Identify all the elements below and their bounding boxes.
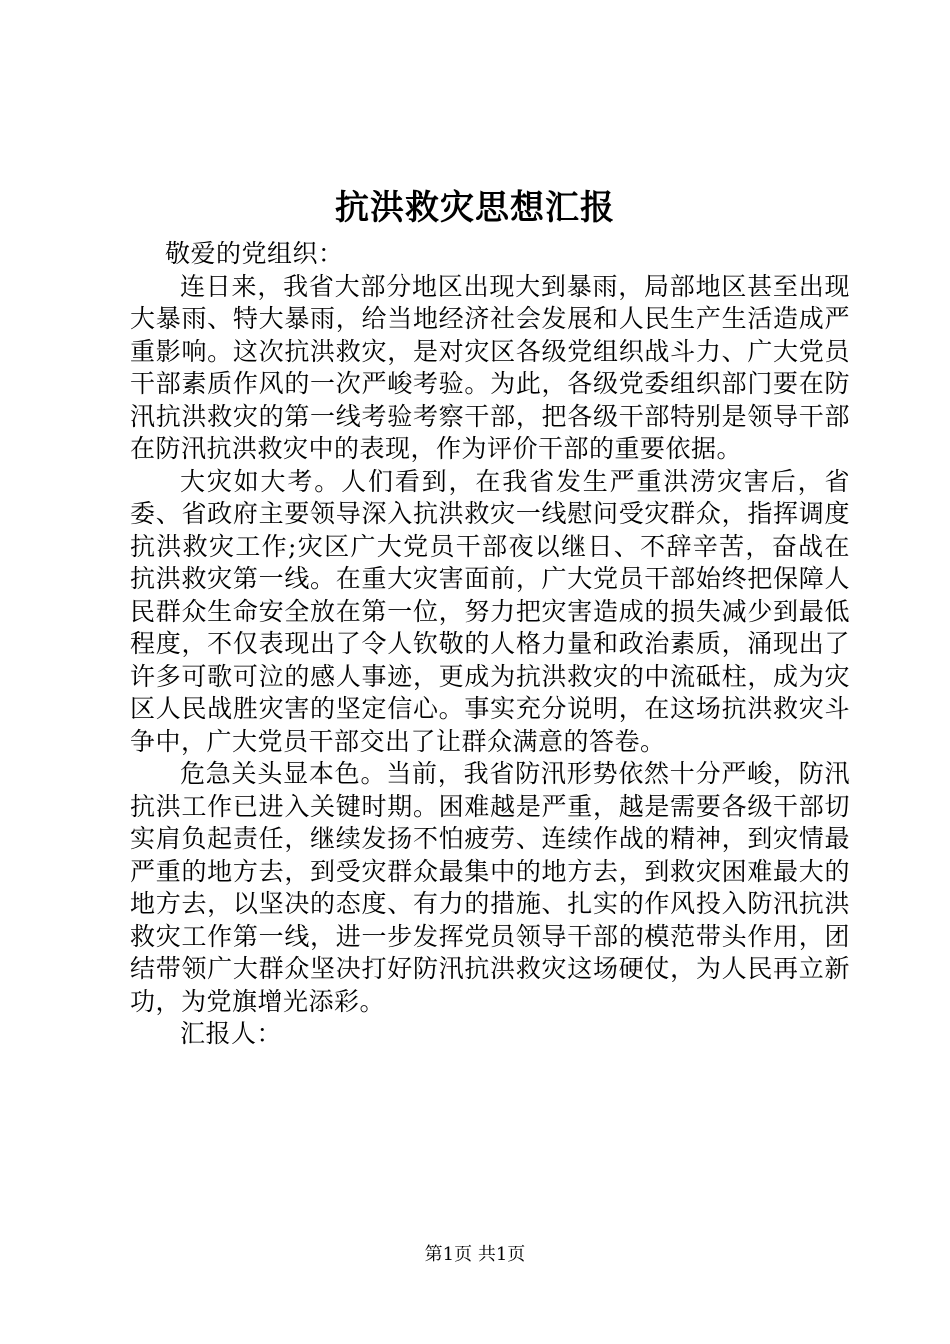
paragraph-3: 危急关头显本色。当前，我省防汛形势依然十分严峻，防汛抗洪工作已进入关键时期。困难越是严重，越是需要各级干部切实肩负起责任，继续发扬不怕疲劳、连续作战的精神，到灾情最严重的地方去，到受灾群众最集中的地方去，到救灾困难最大的地方去，以坚决的态度、有力的措施、扎实的作风投入防汛抗洪救灾工作第一线，进一步发挥党员领导干部的模范带头作用，团结带领广大群众坚决打好防汛抗洪救灾这场硬仗，为人民再立新功，为党旗增光添彩。 [130,759,850,1016]
page-footer: 第1页 共1页 [424,1244,526,1265]
salutation: 敬爱的党组织： [165,239,344,268]
paragraph-1: 连日来，我省大部分地区出现大到暴雨，局部地区甚至出现大暴雨、特大暴雨，给当地经济社会发展和人民生产生活造成严重影响。这次抗洪救灾，是对灾区各级党组织战斗力、广大党员干部素质作风的一次严峻考验。为此，各级党委组织部门要在防汛抗洪救灾的第一线考验考察干部，把各级干部特别是领导干部在防汛抗洪救灾中的表现，作为评价干部的重要依据。 [130,271,850,463]
document-title: 抗洪救灾思想汇报 [335,188,615,228]
paragraph-2: 大灾如大考。人们看到，在我省发生严重洪涝灾害后，省委、省政府主要领导深入抗洪救灾一线慰问受灾群众，指挥调度抗洪救灾工作;灾区广大党员干部夜以继日、不辞辛苦，奋战在抗洪救灾第一线。在重大灾害面前，广大党员干部始终把保障人民群众生命安全放在第一位，努力把灾害造成的损失减少到最低程度，不仅表现出了令人钦敬的人格力量和政治素质，涌现出了许多可歌可泣的感人事迹，更成为抗洪救灾的中流砥柱，成为灾区人民战胜灾害的坚定信心。事实充分说明，在这场抗洪救灾斗争中，广大党员干部交出了让群众满意的答卷。 [130,466,850,756]
document-body [130,238,850,1051]
signature-label: 汇报人： [180,1019,283,1048]
